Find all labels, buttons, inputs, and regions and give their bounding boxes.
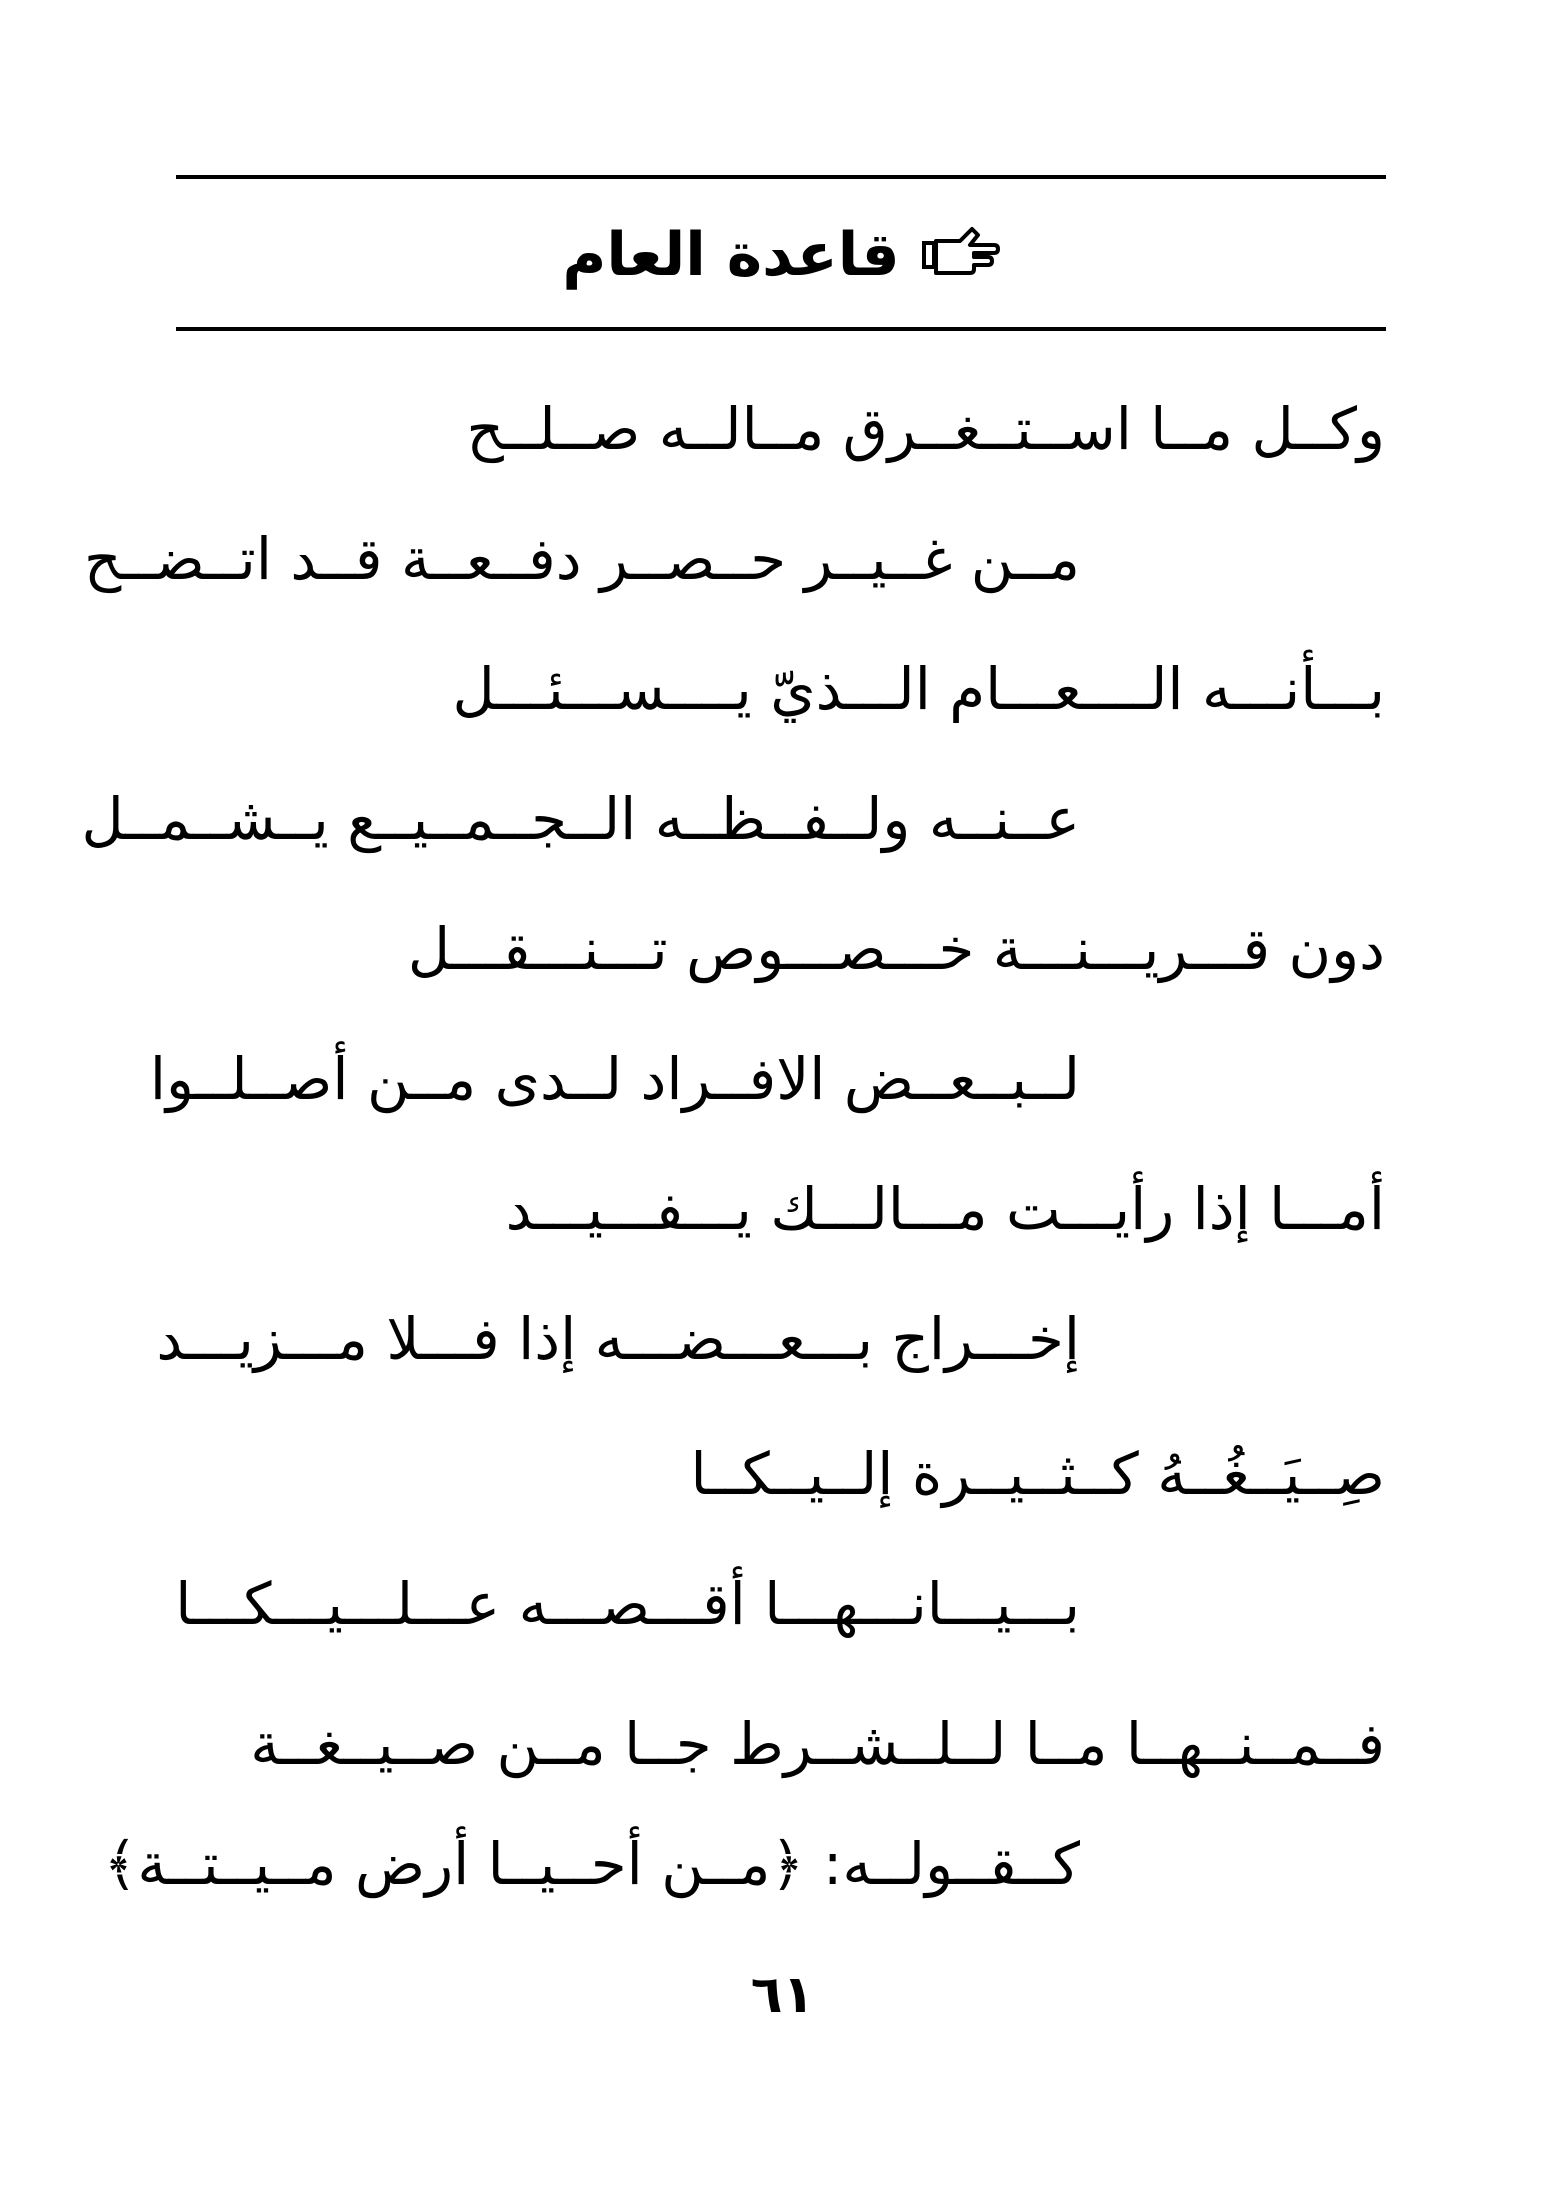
- verse-line-3: بـــأنـــه الــــعـــام الـــذيّ يــــســـئـــل: [452, 655, 1385, 723]
- section-heading: [176, 205, 1386, 305]
- verse-line-6: لــبــعــض الافــراد لــدى مــن أصــلــوا: [149, 1045, 1080, 1113]
- verse-line-7: أمـــا إذا رأيـــت مـــالـــك يـــفـــيـــد: [505, 1175, 1385, 1243]
- verse-line-9: صِــيَــغُــهُ كــثــيــرة إلــيــكــا: [690, 1440, 1385, 1508]
- verse-line-5: دون قـــريـــنـــة خـــصـــوص تـــنـــقـــل: [407, 915, 1385, 983]
- verse-line-10: بـــيـــانـــهـــا أقـــصـــه عـــلـــيـــكـــا: [175, 1570, 1080, 1638]
- verse-line-11: فــمــنــهــا مــا لــلــشــرط جــا مــن صــيــغــة: [250, 1710, 1385, 1778]
- verse-line-2: مــن غــيــر حــصــر دفــعــة قــد اتــضــح: [83, 525, 1080, 593]
- verse-line-1: وكــل مــا اســتــغــرق مــالــه صــلــح: [466, 395, 1385, 463]
- top-rule: [176, 175, 1386, 179]
- pointing-hand-icon: [922, 225, 1000, 285]
- bottom-rule: [176, 327, 1386, 331]
- page-number: ٦١: [750, 1965, 815, 2025]
- verse-line-8: إخـــراج بـــعـــضـــه إذا فـــلا مـــزيـــد: [156, 1305, 1080, 1373]
- page-title: قاعدة العام: [562, 220, 900, 290]
- verse-line-12: كــقــولــه: ﴿مــن أحــيــا أرض مــيــتــة﴾: [103, 1830, 1080, 1898]
- verse-line-4: عــنــه ولــفــظــه الــجــمــيــع يــشــمــل: [81, 785, 1080, 853]
